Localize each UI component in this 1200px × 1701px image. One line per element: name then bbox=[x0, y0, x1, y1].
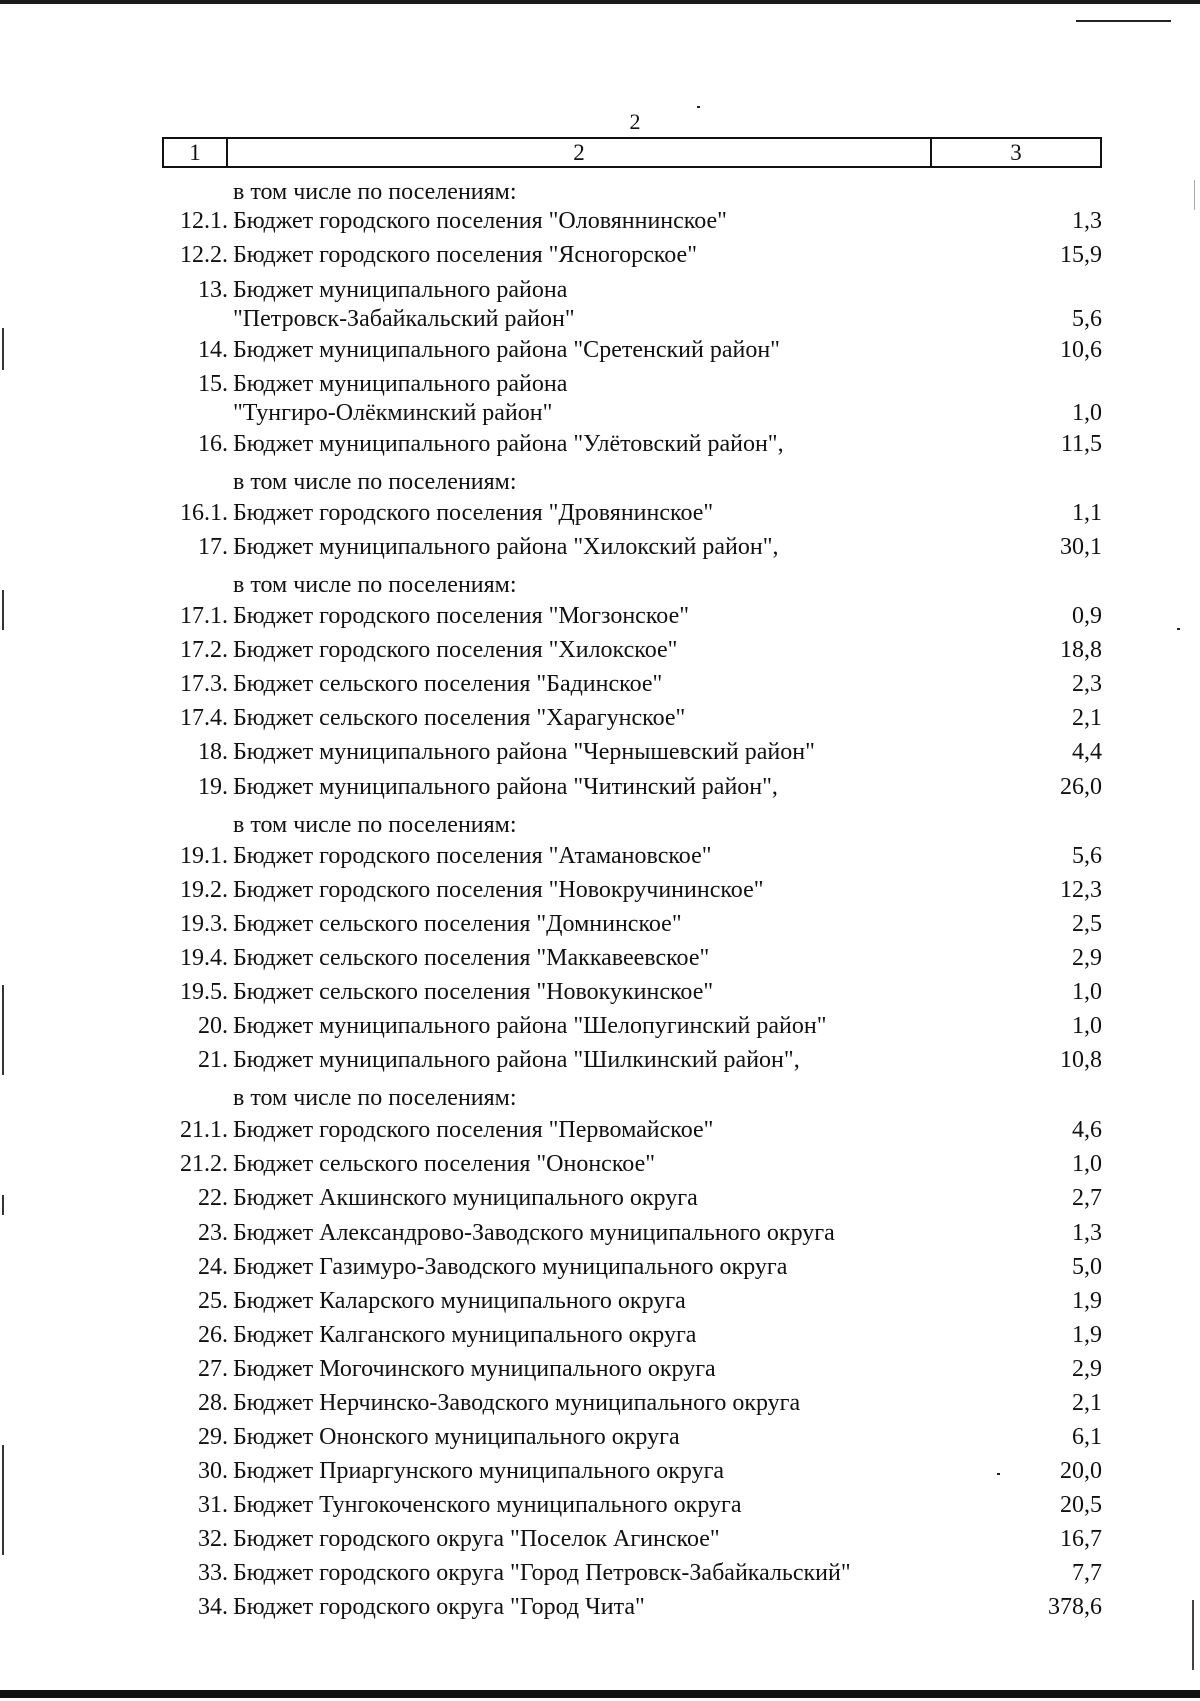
row-label: Бюджет Каларского муниципального округа bbox=[233, 1288, 686, 1314]
table-row bbox=[0, 1320, 1200, 1350]
row-label: Бюджет муниципального района bbox=[233, 371, 568, 397]
row-label: в том числе по поселениям: bbox=[233, 572, 517, 598]
row-label: Бюджет муниципального района bbox=[233, 277, 568, 303]
row-value: 1,0 bbox=[1072, 979, 1102, 1005]
row-number: 17. bbox=[198, 534, 228, 560]
row-label: Бюджет Калганского муниципального округа bbox=[233, 1322, 697, 1348]
table-row bbox=[0, 304, 1200, 334]
row-label: в том числе по поселениям: bbox=[233, 469, 517, 495]
table-row bbox=[0, 1045, 1200, 1075]
row-value: 26,0 bbox=[1060, 774, 1102, 800]
table-row bbox=[0, 601, 1200, 631]
table-row bbox=[0, 1115, 1200, 1145]
table-row bbox=[0, 977, 1200, 1007]
row-label: Бюджет городского округа "Город Чита" bbox=[233, 1594, 645, 1620]
row-number: 27. bbox=[198, 1356, 228, 1382]
row-number: 22. bbox=[198, 1185, 228, 1211]
row-label: в том числе по поселениям: bbox=[233, 179, 517, 205]
row-value: 1,9 bbox=[1072, 1322, 1102, 1348]
row-number: 19.4. bbox=[180, 945, 228, 971]
row-label: Бюджет городского поселения "Ясногорское" bbox=[233, 242, 697, 268]
table-row bbox=[0, 398, 1200, 428]
row-label: Бюджет сельского поселения "Бадинское" bbox=[233, 671, 663, 697]
table-row bbox=[0, 177, 1200, 207]
row-number: 30. bbox=[198, 1458, 228, 1484]
row-label: Бюджет Ононского муниципального округа bbox=[233, 1424, 680, 1450]
table-row bbox=[0, 772, 1200, 802]
row-value: 1,0 bbox=[1072, 1013, 1102, 1039]
row-label: Бюджет сельского поселения "Домнинское" bbox=[233, 911, 682, 937]
row-number: 19.5. bbox=[180, 979, 228, 1005]
row-label: Бюджет городского поселения "Атамановское" bbox=[233, 843, 712, 869]
row-label: Бюджет городского поселения "Дровянинское" bbox=[233, 500, 714, 526]
row-value: 378,6 bbox=[1048, 1594, 1102, 1620]
row-label: Бюджет Александрово-Заводского муниципального округа bbox=[233, 1220, 835, 1246]
row-number: 12.1. bbox=[180, 208, 228, 234]
table-row bbox=[0, 1456, 1200, 1486]
row-number: 14. bbox=[198, 337, 228, 363]
row-value: 7,7 bbox=[1072, 1560, 1102, 1586]
row-value: 1,0 bbox=[1072, 1151, 1102, 1177]
row-number: 33. bbox=[198, 1560, 228, 1586]
row-value: 10,6 bbox=[1060, 337, 1102, 363]
row-value: 2,1 bbox=[1072, 705, 1102, 731]
row-label: Бюджет муниципального района "Сретенский район" bbox=[233, 337, 780, 363]
table-row bbox=[0, 810, 1200, 840]
row-label: Бюджет муниципального района "Чернышевский район" bbox=[233, 739, 815, 765]
table-row bbox=[0, 909, 1200, 939]
row-number: 31. bbox=[198, 1492, 228, 1518]
row-number: 18. bbox=[198, 739, 228, 765]
row-value: 1,1 bbox=[1072, 500, 1102, 526]
row-value: 18,8 bbox=[1060, 637, 1102, 663]
row-number: 21.1. bbox=[180, 1117, 228, 1143]
table-row bbox=[0, 1422, 1200, 1452]
row-value: 0,9 bbox=[1072, 603, 1102, 629]
row-number: 28. bbox=[198, 1390, 228, 1416]
scan-edge-top bbox=[0, 0, 1200, 4]
row-number: 19. bbox=[198, 774, 228, 800]
table-row bbox=[0, 429, 1200, 459]
row-value: 4,6 bbox=[1072, 1117, 1102, 1143]
row-number: 12.2. bbox=[180, 242, 228, 268]
row-number: 19.2. bbox=[180, 877, 228, 903]
row-number: 20. bbox=[198, 1013, 228, 1039]
page-number: 2 bbox=[629, 109, 641, 134]
row-value: 2,1 bbox=[1072, 1390, 1102, 1416]
table-row bbox=[0, 669, 1200, 699]
row-label: Бюджет Приаргунского муниципального округа bbox=[233, 1458, 725, 1484]
row-label: Бюджет муниципального района "Улётовский район", bbox=[233, 431, 784, 457]
scan-edge-bottom bbox=[0, 1690, 1200, 1698]
table-header bbox=[162, 137, 1102, 168]
row-value: 2,5 bbox=[1072, 911, 1102, 937]
row-label: Бюджет сельского поселения "Харагунское" bbox=[233, 705, 686, 731]
row-number: 26. bbox=[198, 1322, 228, 1348]
row-number: 15. bbox=[198, 371, 228, 397]
row-label: Бюджет Тунгокоченского муниципального округа bbox=[233, 1492, 742, 1518]
row-value: 11,5 bbox=[1060, 431, 1102, 457]
table-row bbox=[0, 703, 1200, 733]
row-number: 25. bbox=[198, 1288, 228, 1314]
table-row bbox=[0, 875, 1200, 905]
row-value: 12,3 bbox=[1060, 877, 1102, 903]
row-value: 6,1 bbox=[1072, 1424, 1102, 1450]
row-number: 19.1. bbox=[180, 843, 228, 869]
row-value: 2,9 bbox=[1072, 945, 1102, 971]
row-number: 21.2. bbox=[180, 1151, 228, 1177]
table-row bbox=[0, 532, 1200, 562]
row-number: 16. bbox=[198, 431, 228, 457]
row-label: Бюджет Газимуро-Заводского муниципального округа bbox=[233, 1254, 788, 1280]
row-number: 21. bbox=[198, 1047, 228, 1073]
scan-mark-top-right bbox=[1076, 20, 1171, 22]
row-value: 5,6 bbox=[1072, 843, 1102, 869]
row-number: 19.3. bbox=[180, 911, 228, 937]
row-number: 24. bbox=[198, 1254, 228, 1280]
table-row bbox=[0, 467, 1200, 497]
row-label: Бюджет городского поселения "Оловяннинское" bbox=[233, 208, 727, 234]
table-row bbox=[0, 737, 1200, 767]
row-label: "Тунгиро-Олёкминский район" bbox=[233, 400, 553, 426]
table-row bbox=[0, 1286, 1200, 1316]
row-label: Бюджет городского округа "Город Петровск-Забайкальский" bbox=[233, 1560, 851, 1586]
row-label: Бюджет городского поселения "Могзонское" bbox=[233, 603, 690, 629]
table-row bbox=[0, 570, 1200, 600]
row-value: 2,9 bbox=[1072, 1356, 1102, 1382]
row-number: 32. bbox=[198, 1526, 228, 1552]
row-label: Бюджет городского поселения "Хилокское" bbox=[233, 637, 678, 663]
row-label: Бюджет Могочинского муниципального округа bbox=[233, 1356, 716, 1382]
table-row bbox=[0, 1011, 1200, 1041]
header-col-2: 2 bbox=[228, 139, 932, 166]
row-number: 23. bbox=[198, 1220, 228, 1246]
table-row bbox=[0, 206, 1200, 236]
row-number: 17.3. bbox=[180, 671, 228, 697]
table-row bbox=[0, 1354, 1200, 1384]
row-label: Бюджет сельского поселения "Новокукинское" bbox=[233, 979, 714, 1005]
table-row bbox=[0, 1524, 1200, 1554]
table-row bbox=[0, 943, 1200, 973]
row-number: 17.1. bbox=[180, 603, 228, 629]
table-row bbox=[0, 335, 1200, 365]
row-value: 15,9 bbox=[1060, 242, 1102, 268]
row-value: 2,7 bbox=[1072, 1185, 1102, 1211]
row-number: 13. bbox=[198, 277, 228, 303]
table-row bbox=[0, 1592, 1200, 1622]
row-label: Бюджет сельского поселения "Ононское" bbox=[233, 1151, 656, 1177]
table-row bbox=[0, 369, 1200, 399]
table-row bbox=[0, 1149, 1200, 1179]
row-label: Бюджет Акшинского муниципального округа bbox=[233, 1185, 698, 1211]
table-row bbox=[0, 1490, 1200, 1520]
table-row bbox=[0, 275, 1200, 305]
row-label: Бюджет городского поселения "Новокручининское" bbox=[233, 877, 764, 903]
scan-speck bbox=[697, 106, 700, 108]
table-row bbox=[0, 498, 1200, 528]
row-number: 17.2. bbox=[180, 637, 228, 663]
row-value: 10,8 bbox=[1060, 1047, 1102, 1073]
row-label: Бюджет городского округа "Поселок Агинское" bbox=[233, 1526, 720, 1552]
table-row bbox=[0, 1388, 1200, 1418]
row-value: 4,4 bbox=[1072, 739, 1102, 765]
table-row bbox=[0, 1218, 1200, 1248]
row-value: 2,3 bbox=[1072, 671, 1102, 697]
row-label: Бюджет муниципального района "Шелопугинский район" bbox=[233, 1013, 827, 1039]
table-row bbox=[0, 1183, 1200, 1213]
row-value: 5,0 bbox=[1072, 1254, 1102, 1280]
table-row bbox=[0, 841, 1200, 871]
row-number: 16.1. bbox=[180, 500, 228, 526]
table-row bbox=[0, 240, 1200, 270]
row-label: Бюджет муниципального района "Хилокский район", bbox=[233, 534, 779, 560]
row-value: 5,6 bbox=[1072, 306, 1102, 332]
table-row bbox=[0, 635, 1200, 665]
header-col-1: 1 bbox=[164, 139, 228, 166]
row-value: 20,0 bbox=[1060, 1458, 1102, 1484]
row-label: в том числе по поселениям: bbox=[233, 1085, 517, 1111]
table-row bbox=[0, 1558, 1200, 1588]
row-value: 1,3 bbox=[1072, 1220, 1102, 1246]
table-row bbox=[0, 1252, 1200, 1282]
row-number: 29. bbox=[198, 1424, 228, 1450]
row-label: в том числе по поселениям: bbox=[233, 812, 517, 838]
table-row bbox=[0, 1083, 1200, 1113]
row-label: Бюджет Нерчинско-Заводского муниципального округа bbox=[233, 1390, 801, 1416]
row-label: Бюджет сельского поселения "Маккавеевское" bbox=[233, 945, 710, 971]
row-number: 34. bbox=[198, 1594, 228, 1620]
row-label: Бюджет муниципального района "Читинский район", bbox=[233, 774, 778, 800]
row-value: 1,9 bbox=[1072, 1288, 1102, 1314]
row-label: Бюджет муниципального района "Шилкинский район", bbox=[233, 1047, 800, 1073]
row-label: "Петровск-Забайкальский район" bbox=[233, 306, 575, 332]
row-value: 30,1 bbox=[1060, 534, 1102, 560]
row-value: 16,7 bbox=[1060, 1526, 1102, 1552]
row-number: 17.4. bbox=[180, 705, 228, 731]
row-value: 1,0 bbox=[1072, 400, 1102, 426]
header-col-3: 3 bbox=[1010, 140, 1022, 165]
row-label: Бюджет городского поселения "Первомайское" bbox=[233, 1117, 714, 1143]
row-value: 1,3 bbox=[1072, 208, 1102, 234]
row-value: 20,5 bbox=[1060, 1492, 1102, 1518]
